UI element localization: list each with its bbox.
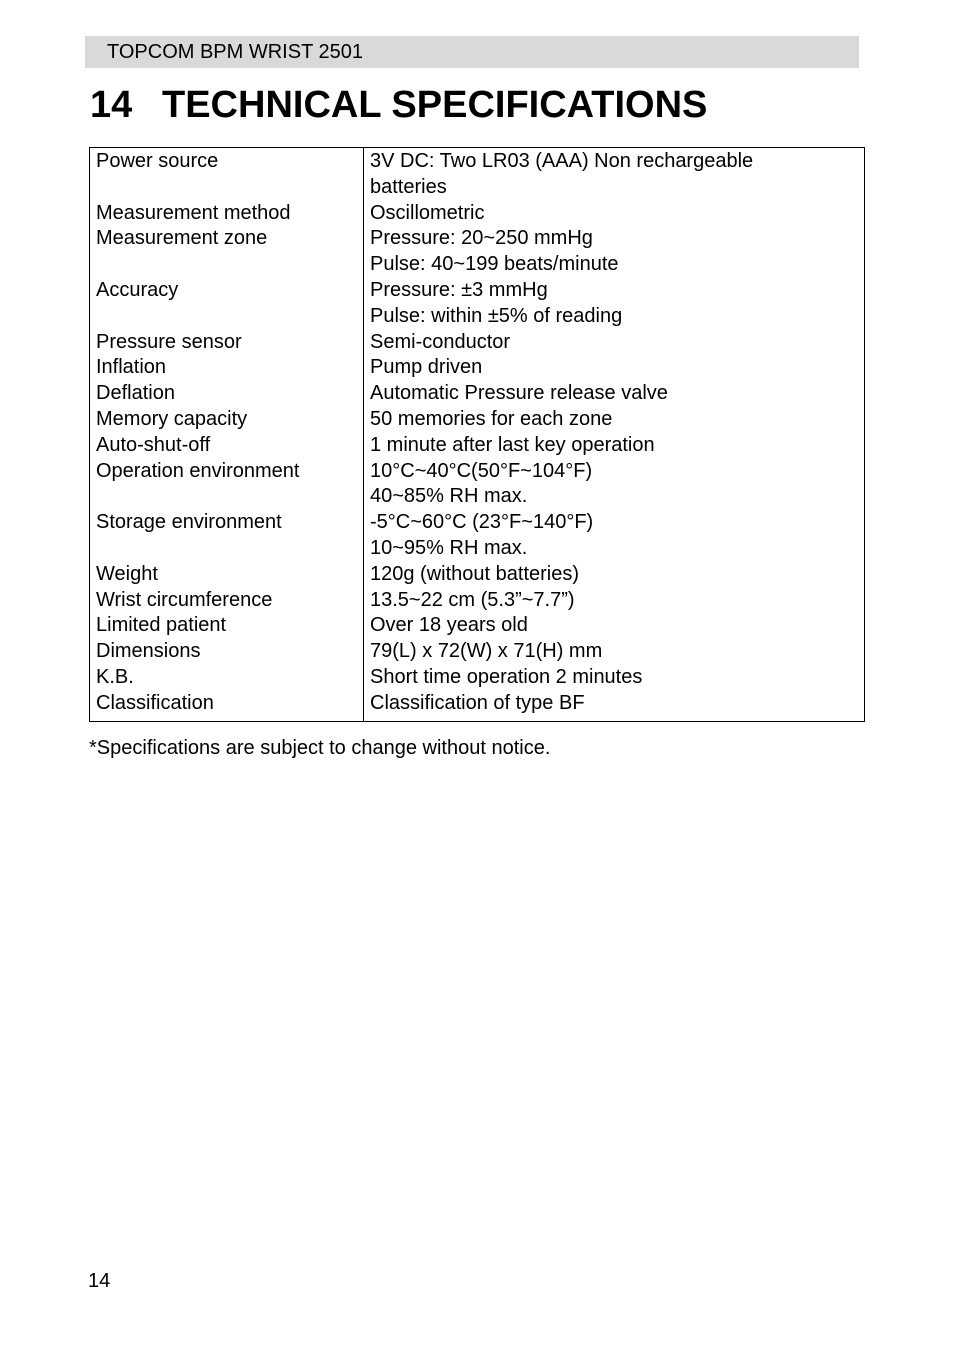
- spec-label: K.B.: [96, 665, 134, 688]
- spec-label: [96, 484, 357, 510]
- spec-value: 10°C~40°C(50°F~104°F): [370, 459, 593, 482]
- spec-value: 1 minute after last key operation: [370, 433, 655, 456]
- spec-label: [96, 175, 357, 201]
- spec-label: Deflation: [96, 382, 175, 405]
- spec-label: [96, 536, 357, 562]
- spec-value-column: [364, 148, 865, 722]
- spec-label: Weight: [96, 562, 158, 585]
- section-number: 14: [90, 84, 133, 126]
- spec-label: Operation environment: [96, 459, 300, 482]
- spec-label: Memory capacity: [96, 407, 248, 430]
- spec-value: batteries: [370, 175, 447, 198]
- spec-value: Over 18 years old: [370, 614, 528, 637]
- spec-label: Classification: [96, 691, 214, 714]
- spec-label: Power source: [96, 150, 219, 172]
- spec-value: 3V DC: Two LR03 (AAA) Non rechargeable: [370, 150, 754, 172]
- spec-label: Measurement zone: [96, 227, 268, 250]
- header-title: TOPCOM BPM WRIST 2501: [107, 41, 363, 63]
- spec-value: 10~95% RH max.: [370, 536, 528, 559]
- spec-label: [96, 252, 357, 278]
- spec-value: Semi-conductor: [370, 330, 511, 353]
- spec-label: Wrist circumference: [96, 588, 273, 611]
- footnote: *Specifications are subject to change without notice.: [89, 737, 551, 759]
- spec-label: Inflation: [96, 356, 167, 379]
- spec-value: Pump driven: [370, 356, 483, 379]
- spec-value: Pressure: ±3 mmHg: [370, 278, 548, 301]
- spec-value: Pressure: 20~250 mmHg: [370, 227, 593, 250]
- page-number: 14: [88, 1270, 111, 1292]
- spec-label: Dimensions: [96, 640, 201, 663]
- spec-value: Oscillometric: [370, 201, 485, 224]
- spec-value: Pulse: within ±5% of reading: [370, 304, 623, 327]
- spec-label: Auto-shut-off: [96, 433, 211, 456]
- running-header: [85, 36, 859, 68]
- spec-value: Pulse: 40~199 beats/minute: [370, 253, 619, 276]
- spec-label: Measurement method: [96, 201, 291, 224]
- spec-label: Accuracy: [96, 278, 179, 301]
- spec-label-column: [90, 148, 364, 722]
- section-title: TECHNICAL SPECIFICATIONS: [162, 84, 708, 126]
- spec-value: 120g (without batteries): [370, 562, 580, 585]
- spec-label: [96, 304, 357, 330]
- spec-label: Pressure sensor: [96, 330, 242, 353]
- spec-value: 50 memories for each zone: [370, 407, 613, 430]
- specifications-table: [89, 147, 865, 722]
- spec-label: Storage environment: [96, 511, 282, 534]
- specifications-table-row: [90, 148, 865, 722]
- spec-value: 13.5~22 cm (5.3”~7.7”): [370, 588, 575, 611]
- spec-value: 40~85% RH max.: [370, 485, 528, 508]
- spec-value: Short time operation 2 minutes: [370, 665, 643, 688]
- spec-value: 79(L) x 72(W) x 71(H) mm: [370, 640, 603, 663]
- spec-label: Limited patient: [96, 614, 227, 637]
- section-heading: [90, 82, 707, 128]
- spec-value: Automatic Pressure release valve: [370, 382, 668, 405]
- spec-value: Classification of type BF: [370, 691, 585, 714]
- spec-value: -5°C~60°C (23°F~140°F): [370, 511, 594, 534]
